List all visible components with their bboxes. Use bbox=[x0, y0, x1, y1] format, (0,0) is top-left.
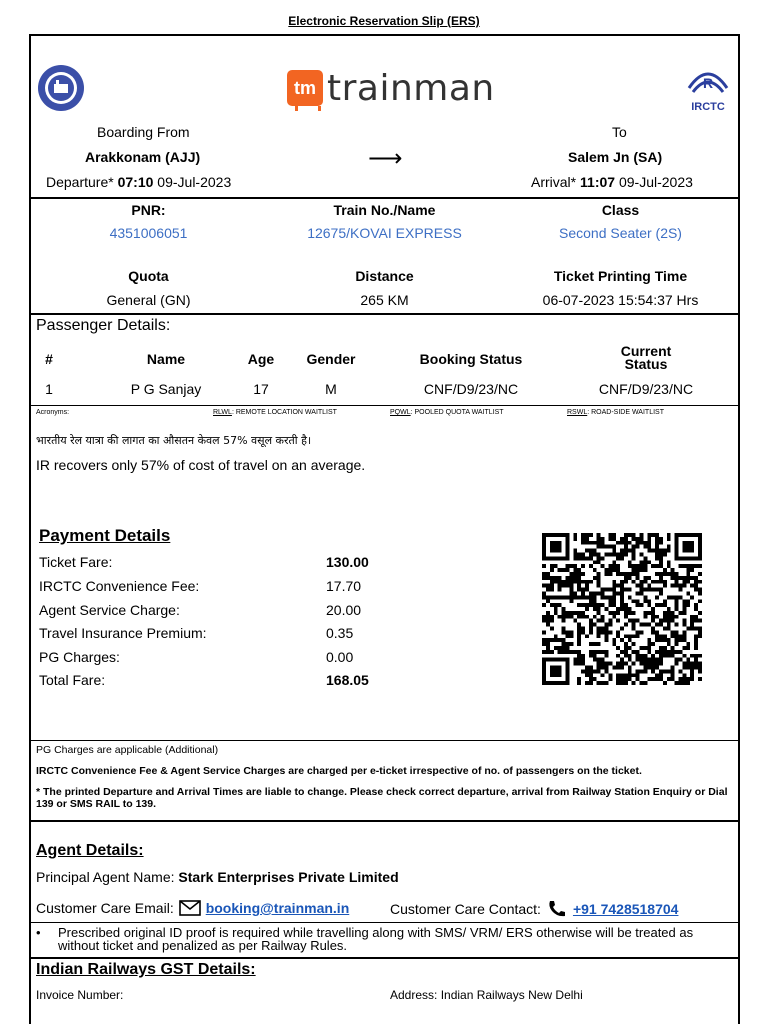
class-label: Class bbox=[601, 202, 640, 218]
payment-value: 130.00 bbox=[326, 554, 369, 570]
bullet-icon: • bbox=[36, 925, 41, 940]
passenger-age: 17 bbox=[253, 381, 269, 397]
qr-code bbox=[542, 533, 702, 685]
convenience-fee-note: IRCTC Convenience Fee & Agent Service Charges are charged per e-ticket irrespective of no. of passengers on the ticket. bbox=[36, 765, 642, 777]
boarding-label: Boarding From bbox=[97, 124, 190, 140]
passenger-name: P G Sanjay bbox=[130, 381, 202, 397]
acronyms-label: Acronyms: bbox=[36, 409, 70, 416]
payment-value: 0.00 bbox=[326, 649, 354, 665]
from-station: Arakkonam (AJJ) bbox=[85, 149, 201, 165]
customer-care-email bbox=[36, 900, 349, 916]
payment-value: 0.35 bbox=[326, 625, 354, 641]
irctc-logo bbox=[683, 58, 733, 118]
customer-care-contact bbox=[390, 900, 678, 918]
col-header-age: Age bbox=[247, 351, 275, 367]
acronym-rlwl: RLWL: REMOTE LOCATION WAITLIST bbox=[213, 409, 337, 416]
passenger-number: 1 bbox=[45, 381, 53, 397]
to-station: Salem Jn (SA) bbox=[568, 149, 663, 165]
print-time-label: Ticket Printing Time bbox=[553, 268, 688, 284]
pnr-value: 4351006051 bbox=[109, 225, 188, 241]
acronym-pqwl: PQWL: POOLED QUOTA WAITLIST bbox=[390, 409, 504, 416]
subsidy-note-hindi: भारतीय रेल यात्रा की लागत का औसतन केवल 57% वसूल करती है। bbox=[36, 434, 312, 447]
pnr-label: PNR: bbox=[131, 202, 166, 218]
agent-details-title: Agent Details: bbox=[36, 842, 144, 859]
trainman-mark: tm bbox=[287, 70, 323, 106]
email-link[interactable]: booking@trainman.in bbox=[205, 900, 350, 916]
payment-value: 168.05 bbox=[326, 672, 369, 688]
payment-label: IRCTC Convenience Fee: bbox=[39, 578, 200, 594]
payment-details-title: Payment Details bbox=[39, 526, 171, 545]
trainman-wordmark: trainman bbox=[327, 67, 495, 109]
departure-info: Departure* 07:10 09-Jul-2023 bbox=[46, 174, 232, 190]
divider bbox=[31, 740, 738, 741]
train-label: Train No./Name bbox=[333, 202, 436, 218]
divider bbox=[31, 820, 738, 822]
mail-icon bbox=[179, 900, 201, 916]
payment-label: Agent Service Charge: bbox=[39, 602, 180, 618]
payment-value: 17.70 bbox=[326, 578, 362, 594]
irctc-emblem-icon bbox=[683, 58, 733, 102]
col-header-gender: Gender bbox=[306, 351, 356, 367]
timing-change-note: * The printed Departure and Arrival Times are liable to change. Please check correct departure, arrival from Railway Station Enquiry or Dial 139 or SMS RAIL to 139. bbox=[36, 786, 728, 810]
payment-label: Ticket Fare: bbox=[39, 554, 113, 570]
contact-label: Customer Care Contact: bbox=[390, 901, 541, 917]
divider bbox=[31, 313, 738, 315]
to-label: To bbox=[612, 124, 627, 140]
pg-charges-note: PG Charges are applicable (Additional) bbox=[36, 744, 219, 756]
quota-label: Quota bbox=[128, 268, 169, 284]
indian-railways-logo bbox=[36, 63, 86, 113]
quota-value: General (GN) bbox=[106, 292, 191, 308]
payment-label: PG Charges: bbox=[39, 649, 120, 665]
payment-label: Total Fare: bbox=[39, 672, 106, 688]
distance-label: Distance bbox=[355, 268, 414, 284]
divider bbox=[31, 922, 738, 923]
col-header-current-status: Current Status bbox=[620, 343, 672, 372]
col-header-booking-status: Booking Status bbox=[419, 351, 523, 367]
subsidy-note-english: IR recovers only 57% of cost of travel on an average. bbox=[36, 457, 366, 473]
divider bbox=[31, 957, 738, 959]
train-value: 12675/KOVAI EXPRESS bbox=[307, 225, 462, 241]
current-status: CNF/D9/23/NC bbox=[598, 381, 694, 397]
divider bbox=[31, 197, 738, 199]
slip-title: Electronic Reservation Slip (ERS) bbox=[288, 14, 480, 28]
phone-link[interactable]: +91 7428518704 bbox=[572, 901, 679, 917]
col-header-name: Name bbox=[146, 351, 186, 367]
arrival-info: Arrival* 11:07 09-Jul-2023 bbox=[531, 174, 693, 190]
svg-text:R: R bbox=[702, 75, 714, 91]
passenger-gender: M bbox=[325, 381, 337, 397]
booking-status: CNF/D9/23/NC bbox=[423, 381, 519, 397]
passenger-details-title: Passenger Details: bbox=[36, 317, 171, 334]
phone-icon bbox=[547, 900, 567, 918]
invoice-number-label: Invoice Number: bbox=[36, 988, 124, 1002]
gst-details-title: Indian Railways GST Details: bbox=[36, 961, 256, 978]
gst-address: Address: Indian Railways New Delhi bbox=[390, 988, 583, 1002]
principal-agent: Principal Agent Name: Stark Enterprises Private Limited bbox=[36, 869, 399, 885]
acronym-rswl: RSWL: ROAD-SIDE WAITLIST bbox=[567, 409, 664, 416]
ticket-frame bbox=[29, 34, 740, 1024]
arrow-right-icon: ⟶ bbox=[368, 145, 403, 172]
class-value: Second Seater (2S) bbox=[559, 225, 682, 241]
payment-value: 20.00 bbox=[326, 602, 362, 618]
irctc-label: IRCTC bbox=[691, 101, 725, 113]
distance-value: 265 KM bbox=[360, 292, 409, 308]
trainman-logo bbox=[287, 66, 495, 110]
divider bbox=[31, 405, 738, 406]
payment-label: Travel Insurance Premium: bbox=[39, 625, 207, 641]
id-proof-notice bbox=[36, 926, 736, 952]
email-label: Customer Care Email: bbox=[36, 900, 174, 916]
print-time-value: 06-07-2023 15:54:37 Hrs bbox=[542, 292, 699, 308]
col-header-number: # bbox=[45, 351, 53, 367]
id-proof-text: Prescribed original ID proof is required while travelling along with SMS/ VRM/ ERS otherwise will be treated as without ticket and penalized as per Railway Rules. bbox=[58, 925, 694, 953]
